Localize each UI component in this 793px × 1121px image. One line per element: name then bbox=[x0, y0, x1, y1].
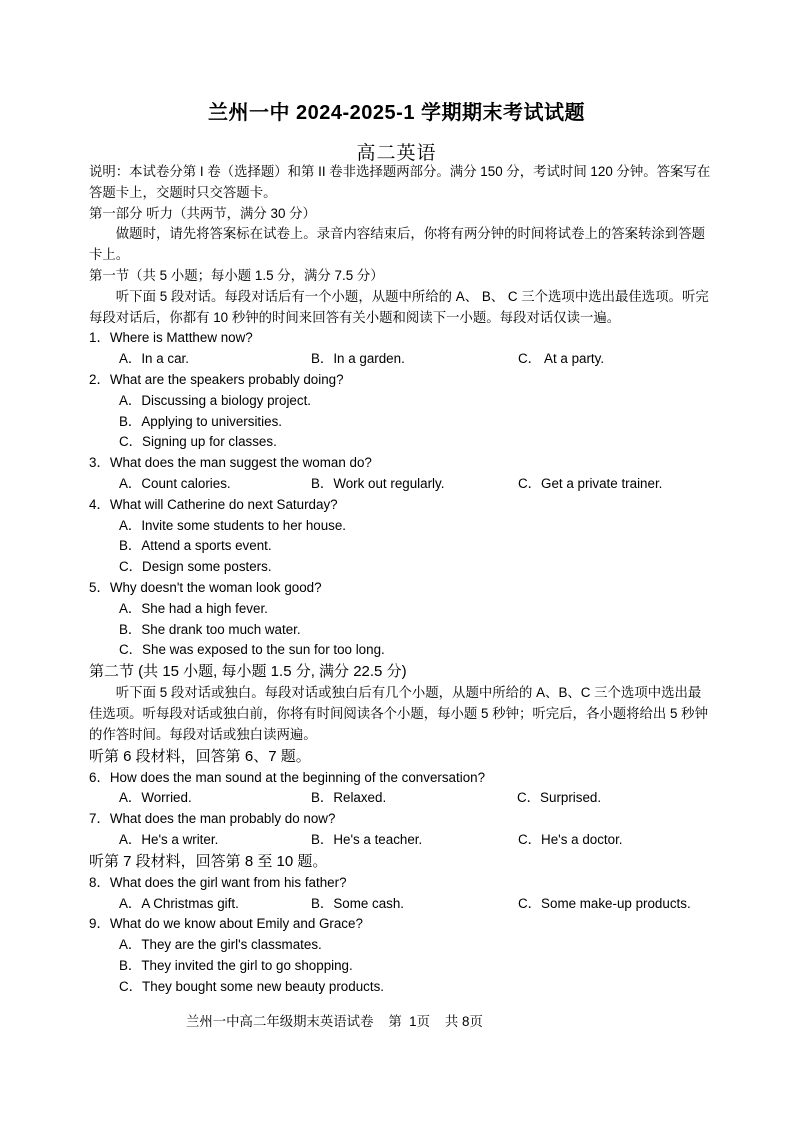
option-c: C．Design some posters. bbox=[119, 559, 272, 575]
exam-body bbox=[89, 162, 711, 997]
option-a: A．A Christmas gift. bbox=[119, 895, 239, 911]
section2-text: 听下面 5 段对话或独白。每段对话或独白后有几个小题，从题中所给的 A、B、C 三个选项中选出最佳选项。听每段对话或独白前，你将有时间阅读各个小题，每小题 5 秒钟；听完后，各小题将给出 5 秒钟的作答时间。每段对话或独白读两遍。 bbox=[89, 685, 708, 742]
material-7-heading: 听第 7 段材料，回答第 8 至 10 题。 bbox=[89, 852, 328, 870]
option-b: B．Some cash. bbox=[311, 895, 405, 911]
option-c: C．They bought some new beauty products. bbox=[119, 978, 384, 994]
option-a: A．She had a high fever. bbox=[119, 600, 268, 616]
question-3: 3．What does the man suggest the woman do? bbox=[89, 455, 372, 471]
option-c: C．Some make-up products. bbox=[518, 895, 691, 911]
question-5: 5．Why doesn't the woman look good? bbox=[89, 579, 322, 595]
option-c: C．Surprised. bbox=[517, 790, 602, 806]
option-b: B．He's a teacher. bbox=[311, 831, 423, 847]
question-7-options bbox=[89, 830, 711, 851]
question-6: 6．How does the man sound at the beginning of the conversation? bbox=[89, 769, 486, 785]
option-a: A．In a car. bbox=[119, 351, 189, 367]
part1-text: 做题时，请先将答案标在试卷上。录音内容结束后，你将有两分钟的时间将试卷上的答案转涂到答题卡上。 bbox=[89, 226, 705, 263]
option-b: B．Applying to universities. bbox=[119, 413, 282, 429]
option-a: A．Count calories. bbox=[119, 475, 231, 491]
question-8-options bbox=[89, 894, 711, 915]
option-a: A．Worried. bbox=[119, 790, 192, 806]
option-c: C．She was exposed to the sun for too long. bbox=[119, 642, 385, 658]
question-1: 1．Where is Matthew now? bbox=[89, 330, 253, 346]
option-b: B．Work out regularly. bbox=[311, 475, 445, 491]
question-1-options bbox=[89, 349, 711, 370]
question-2: 2．What are the speakers probably doing? bbox=[89, 371, 344, 387]
option-a: A．Discussing a biology project. bbox=[119, 392, 312, 408]
option-c: C．Get a private trainer. bbox=[518, 475, 663, 491]
option-c: C． At a party. bbox=[518, 351, 605, 367]
option-a: A．He's a writer. bbox=[119, 831, 219, 847]
part1-heading: 第一部分 听力（共两节，满分 30 分） bbox=[89, 205, 316, 221]
exam-note: 说明：本试卷分第 I 卷（选择题）和第 II 卷非选择题两部分。满分 150 分，考试时间 120 分钟。答案写在答题卡上，交题时只交答题卡。 bbox=[89, 164, 711, 200]
material-6-heading: 听第 6 段材料，回答第 6、7 题。 bbox=[89, 747, 311, 765]
question-9: 9．What do we know about Emily and Grace? bbox=[89, 916, 363, 932]
option-b: B．They invited the girl to go shopping. bbox=[119, 957, 353, 973]
option-c: C．He's a doctor. bbox=[518, 831, 623, 847]
question-7: 7．What does the man probably do now? bbox=[89, 811, 336, 827]
question-3-options bbox=[89, 474, 711, 495]
option-a: A．Invite some students to her house. bbox=[119, 517, 347, 533]
option-a: A．They are the girl's classmates. bbox=[119, 937, 322, 953]
question-8: 8．What does the girl want from his father? bbox=[89, 874, 347, 890]
section1-text: 听下面 5 段对话。每段对话后有一个小题，从题中所给的 A、 B、 C 三个选项中选出最佳选项。听完每段对话后，你都有 10 秒钟的时间来回答有关小题和阅读下一小题。每段对话仅读一遍。 bbox=[89, 288, 709, 325]
option-b: B．She drank too much water. bbox=[119, 621, 301, 637]
question-6-options bbox=[89, 788, 711, 809]
section2-heading: 第二节 (共 15 小题, 每小题 1.5 分, 满分 22.5 分) bbox=[89, 663, 407, 681]
question-4: 4．What will Catherine do next Saturday? bbox=[89, 496, 338, 512]
page-subtitle: 高二英语 bbox=[356, 143, 437, 164]
page-footer: 兰州一中高二年级期末英语试卷 第 1页 共 8页 bbox=[186, 1014, 483, 1029]
option-c: C．Signing up for classes. bbox=[119, 434, 277, 450]
option-b: B．Relaxed. bbox=[311, 790, 387, 806]
section1-heading: 第一节（共 5 小题；每小题 1.5 分，满分 7.5 分） bbox=[89, 267, 384, 283]
option-b: B．In a garden. bbox=[311, 351, 405, 367]
option-b: B．Attend a sports event. bbox=[119, 538, 272, 554]
page-title: 兰州一中 2024-2025-1 学期期末考试试题 bbox=[207, 102, 586, 124]
